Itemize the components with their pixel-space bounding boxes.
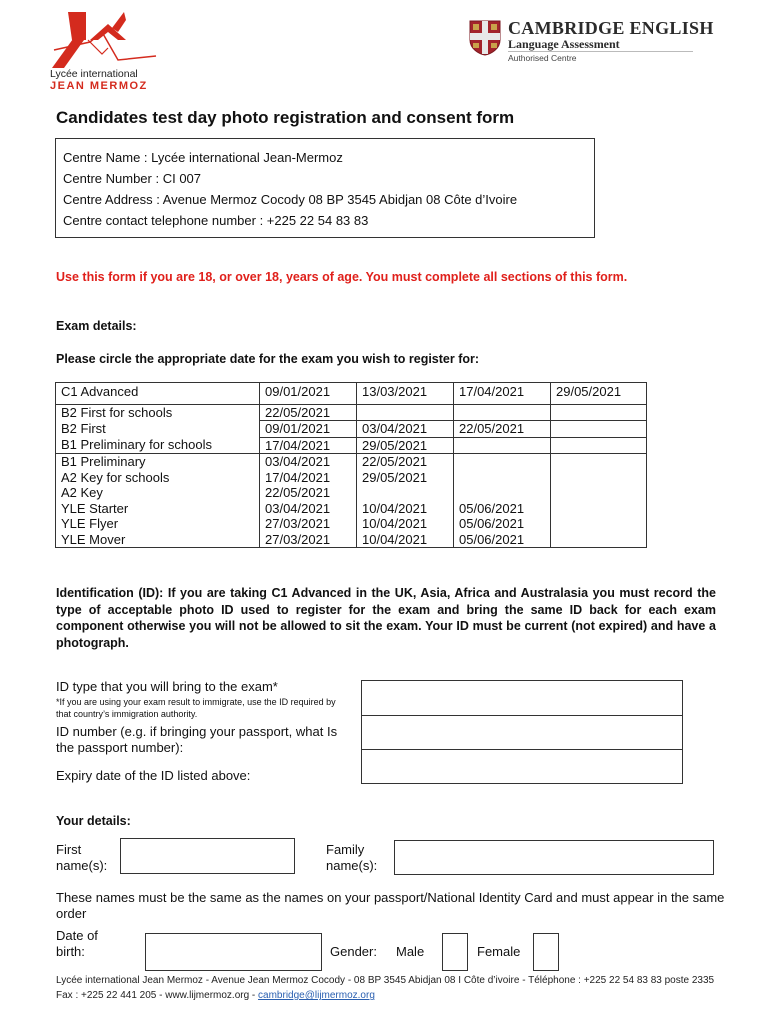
exam-date-cell[interactable]: 17/04/2021 <box>454 383 551 405</box>
exam-name-cell: YLE Starter <box>56 501 260 517</box>
exam-row <box>56 501 647 517</box>
exam-date-cell[interactable]: 29/05/2021 <box>357 470 454 486</box>
family-name-label: Family name(s): <box>326 842 378 873</box>
lycee-name-line2: JEAN MERMOZ <box>50 80 148 92</box>
exam-date-cell[interactable]: 10/04/2021 <box>357 532 454 548</box>
footer-email-link[interactable]: cambridge@lijmermoz.org <box>258 990 375 1001</box>
exam-date-cell[interactable]: 05/06/2021 <box>454 516 551 532</box>
exam-date-cell[interactable]: 22/05/2021 <box>260 404 357 421</box>
exam-date-cell[interactable] <box>551 485 647 501</box>
exam-details-heading: Exam details: <box>56 319 137 333</box>
exam-row <box>56 421 647 438</box>
centre-info-box <box>55 138 595 238</box>
id-type-label: ID type that you will bring to the exam* <box>56 679 278 694</box>
exam-name-cell: B2 First for schools <box>56 404 260 421</box>
exam-date-cell[interactable] <box>454 470 551 486</box>
gender-label: Gender: <box>330 944 377 959</box>
exam-date-cell[interactable]: 03/04/2021 <box>260 454 357 470</box>
lycee-name <box>50 68 170 92</box>
exam-date-cell[interactable] <box>357 404 454 421</box>
first-name-input[interactable] <box>120 838 295 874</box>
exam-name-cell: YLE Flyer <box>56 516 260 532</box>
centre-phone: Centre contact telephone number : +225 22 54 83 83 <box>63 213 369 228</box>
centre-name: Centre Name : Lycée international Jean-Mermoz <box>63 150 343 165</box>
exam-date-cell[interactable] <box>454 404 551 421</box>
exam-date-cell[interactable] <box>551 437 647 454</box>
exam-date-cell[interactable] <box>551 421 647 438</box>
exam-row <box>56 485 647 501</box>
exam-date-cell[interactable]: 22/05/2021 <box>454 421 551 438</box>
exam-row <box>56 437 647 454</box>
exam-name-cell: B1 Preliminary for schools <box>56 437 260 454</box>
exam-date-cell[interactable] <box>551 516 647 532</box>
centre-number: Centre Number : CI 007 <box>63 171 202 186</box>
exam-row <box>56 470 647 486</box>
cambridge-divider <box>508 51 693 52</box>
exam-dates-body <box>56 383 647 548</box>
footer <box>56 973 721 1003</box>
exam-date-cell[interactable]: 13/03/2021 <box>357 383 454 405</box>
exam-row <box>56 383 647 405</box>
lycee-logo-mark <box>50 10 160 70</box>
exam-date-cell[interactable] <box>551 404 647 421</box>
male-label: Male <box>396 944 425 959</box>
exam-date-cell[interactable] <box>551 454 647 470</box>
cambridge-authorised: Authorised Centre <box>508 53 577 63</box>
exam-date-cell[interactable] <box>454 454 551 470</box>
exam-dates-table <box>55 382 647 548</box>
exam-row <box>56 532 647 548</box>
exam-date-cell[interactable]: 05/06/2021 <box>454 501 551 517</box>
exam-row <box>56 516 647 532</box>
exam-name-cell: B2 First <box>56 421 260 438</box>
id-type-note: *If you are using your exam result to immigrate, use the ID required by that country’s immigration authority. <box>56 697 336 719</box>
exam-date-cell[interactable] <box>454 485 551 501</box>
female-label: Female <box>477 944 521 959</box>
exam-date-cell[interactable]: 10/04/2021 <box>357 501 454 517</box>
expiry-label: Expiry date of the ID listed above: <box>56 768 251 783</box>
exam-date-cell[interactable]: 09/01/2021 <box>260 421 357 438</box>
lycee-name-line1: Lycée international <box>50 68 138 80</box>
male-checkbox[interactable] <box>442 933 468 971</box>
dob-input[interactable] <box>145 933 322 971</box>
exam-date-cell[interactable]: 27/03/2021 <box>260 516 357 532</box>
exam-date-cell[interactable] <box>454 437 551 454</box>
exam-date-cell[interactable]: 03/04/2021 <box>357 421 454 438</box>
age-notice: Use this form if you are 18, or over 18, years of age. You must complete all sections of this form. <box>56 270 628 284</box>
exam-date-cell[interactable]: 03/04/2021 <box>260 501 357 517</box>
id-expiry-input[interactable] <box>361 749 683 784</box>
dob-label: Date of birth: <box>56 928 98 959</box>
exam-name-cell: B1 Preliminary <box>56 454 260 470</box>
exam-date-cell[interactable]: 27/03/2021 <box>260 532 357 548</box>
exam-date-cell[interactable] <box>357 485 454 501</box>
exam-date-cell[interactable]: 29/05/2021 <box>551 383 647 405</box>
cambridge-shield-icon <box>469 20 501 56</box>
exam-date-cell[interactable] <box>551 470 647 486</box>
exam-date-cell[interactable] <box>551 532 647 548</box>
exam-date-cell[interactable]: 22/05/2021 <box>357 454 454 470</box>
exam-name-cell: A2 Key <box>56 485 260 501</box>
exam-instruction: Please circle the appropriate date for the exam you wish to register for: <box>56 352 480 366</box>
exam-date-cell[interactable]: 10/04/2021 <box>357 516 454 532</box>
id-number-label: ID number (e.g. if bringing your passport, what Is the passport number): <box>56 724 338 755</box>
exam-name-cell: A2 Key for schools <box>56 470 260 486</box>
exam-date-cell[interactable]: 05/06/2021 <box>454 532 551 548</box>
exam-date-cell[interactable]: 17/04/2021 <box>260 470 357 486</box>
centre-address: Centre Address : Avenue Mermoz Cocody 08 BP 3545 Abidjan 08 Côte d’Ivoire <box>63 192 518 207</box>
exam-date-cell[interactable] <box>551 501 647 517</box>
exam-date-cell[interactable]: 29/05/2021 <box>357 437 454 454</box>
cambridge-title: CAMBRIDGE ENGLISH <box>508 18 714 38</box>
exam-date-cell[interactable]: 17/04/2021 <box>260 437 357 454</box>
exam-date-cell[interactable]: 09/01/2021 <box>260 383 357 405</box>
footer-text: Lycée international Jean Mermoz - Avenue Jean Mermoz Cocody - 08 BP 3545 Abidjan 08 I Côte d’ivoire - Téléphone : +225 22 54 83 83 poste 2335 Fax : +225 22 441 205 - www.lijmermoz.org - <box>56 975 715 1001</box>
exam-row <box>56 404 647 421</box>
exam-name-cell: YLE Mover <box>56 532 260 548</box>
first-name-label: First name(s): <box>56 842 108 873</box>
exam-row <box>56 454 647 470</box>
id-type-input[interactable] <box>361 680 683 716</box>
form-title: Candidates test day photo registration and consent form <box>56 108 515 127</box>
id-number-input[interactable] <box>361 715 683 750</box>
your-details-heading: Your details: <box>56 814 131 828</box>
names-note: These names must be the same as the names on your passport/National Identity Card and must appear in the same order <box>56 890 725 921</box>
exam-date-cell[interactable]: 22/05/2021 <box>260 485 357 501</box>
female-checkbox[interactable] <box>533 933 559 971</box>
family-name-input[interactable] <box>394 840 714 875</box>
exam-name-cell: C1 Advanced <box>56 383 260 405</box>
identification-text: Identification (ID): If you are taking C1 Advanced in the UK, Asia, Africa and Australasia you must record the type of acceptable photo ID used to register for the exam and bring the same ID back for each exam component otherwise you will not be allowed to sit the exam. Your ID must be current (not expired) and have a photograph. <box>56 586 716 650</box>
cambridge-subtitle: Language Assessment <box>508 37 620 51</box>
